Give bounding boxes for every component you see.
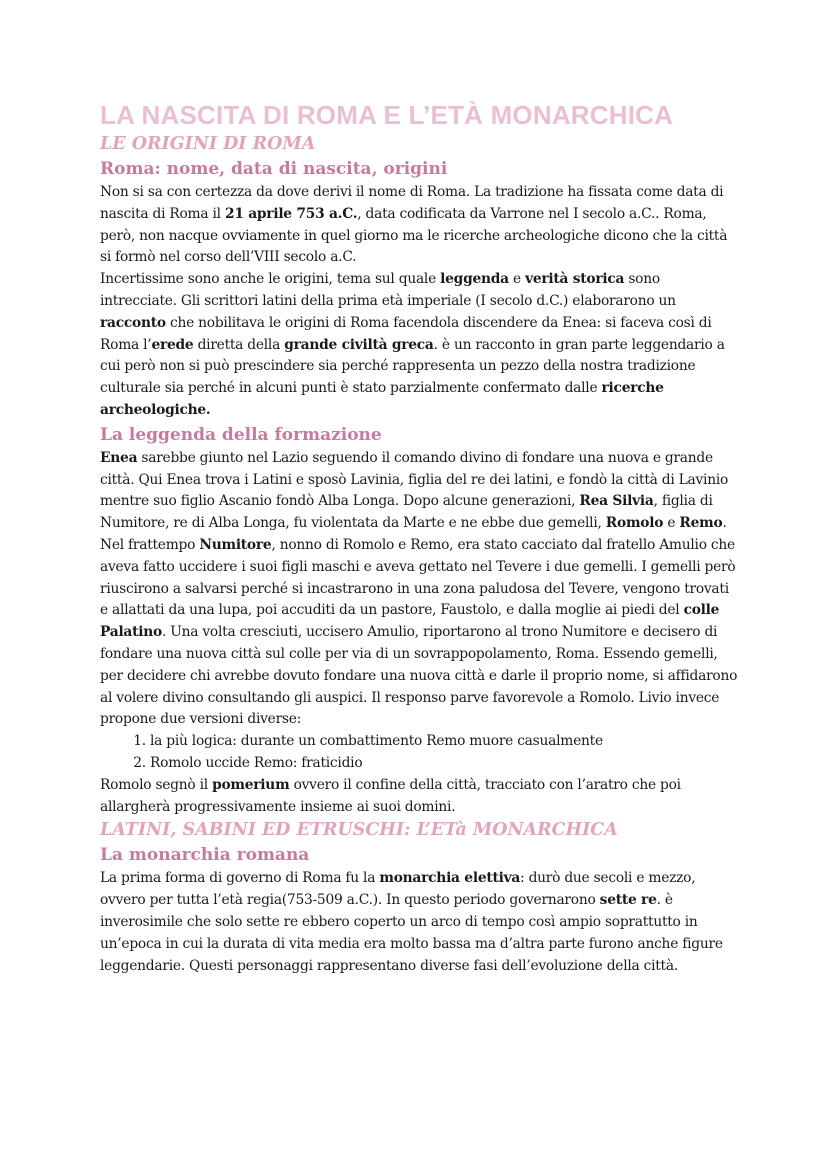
- section-heading-origini: LE ORIGINI DI ROMA: [100, 134, 316, 154]
- document-page: [100, 98, 740, 977]
- section-heading-eta-monarchica: LATINI, SABINI ED ETRUSCHI: L’ETà MONARCHICA: [100, 820, 618, 841]
- subsection-heading-leggenda: La leggenda della formazione: [100, 424, 382, 445]
- versions-list: [100, 731, 740, 775]
- paragraph-monarchia: La prima forma di governo di Roma fu la monarchia elettiva: durò due secoli e mezzo, ovvero per tutta l’età regia(753-509 a.C.). In questo periodo governarono sette re. è inverosimile che solo sette re ebbero coperto un arco di tempo così ampio soprattutto in un’epoca in cui la durata di vita media era molto bassa ma d’altra parte furono anche figure leggendarie. Questi personaggi rappresentano diverse fasi dell’evoluzione della città.: [100, 870, 723, 974]
- paragraph-leggenda: Enea sarebbe giunto nel Lazio seguendo il comando divino di fondare una nuova e grande città. Qui Enea trova i Latini e sposò Lavinia, figlia del re dei latini, e fondò la città di Lavinio mentre suo figlio Ascanio fondò Alba Longa. Dopo alcune generazioni, Rea Silvia, figlia di Numitore, re di Alba Longa, fu violentata da Marte e ne ebbe due gemelli, Romolo e Remo. Nel frattempo Numitore, nonno di Romolo e Remo, era stato cacciato dal fratello Amulio che aveva fatto uccidere i suoi figli maschi e aveva gettato nel Tevere i due gemelli. I gemelli però riuscirono a salvarsi perché si incastrarono in una zona paludosa del Tevere, vengono trovati e allattati da una lupa, poi accuditi da un pastore, Faustolo, e dalla moglie ai piedi del colle Palatino. Una volta cresciuti, uccisero Amulio, riportarono al trono Numitore e decisero di fondare una nuova città sul colle per via di un sovrappopolamento, Roma. Essendo gemelli, per decidere chi avrebbe dovuto fondare una nuova città e darle il proprio nome, si affidarono al volere divino consultando gli auspici. Il responso parve favorevole a Romolo. Livio invece propone due versioni diverse:: [100, 449, 738, 728]
- paragraph-pomerium: Romolo segnò il pomerium ovvero il confine della città, tracciato con l’aratro che poi allargherà progressivamente insieme ai suoi domini.: [100, 776, 681, 815]
- paragraph-origini: Incertissime sono anche le origini, tema sul quale leggenda e verità storica sono intrecciate. Gli scrittori latini della prima età imperiale (I secolo d.C.) elaborarono un racconto che nobilitava le origini di Roma facendola discendere da Enea: si faceva così di Roma l’erede diretta della grande civiltà greca. è un racconto in gran parte leggendario a cui però non si può prescindere sia perché rappresenta un pezzo della nostra tradizione culturale sia perché in alcuni punti è stato parzialmente confermato dalle ricerche archeologiche.: [100, 271, 725, 418]
- list-item: 2. Romolo uccide Remo: fraticidio: [150, 753, 740, 775]
- paragraph-nome-roma: Non si sa con certezza da dove derivi il nome di Roma. La tradizione ha fissata come data di nascita di Roma il 21 aprile 753 a.C., data codificata da Varrone nel I secolo a.C.. Roma, però, non nacque ovviamente in quel giorno ma le ricerche archeologiche dicono che la città si formò nel corso dell’VIII secolo a.C.: [100, 184, 728, 266]
- subsection-heading-monarchia: La monarchia romana: [100, 845, 310, 866]
- document-title: LA NASCITA DI ROMA E L’ETÀ MONARCHICA: [100, 100, 674, 130]
- subsection-heading-nome-data: Roma: nome, data di nascita, origini: [100, 159, 448, 179]
- list-item: 1. la più logica: durante un combattimento Remo muore casualmente: [150, 731, 740, 753]
